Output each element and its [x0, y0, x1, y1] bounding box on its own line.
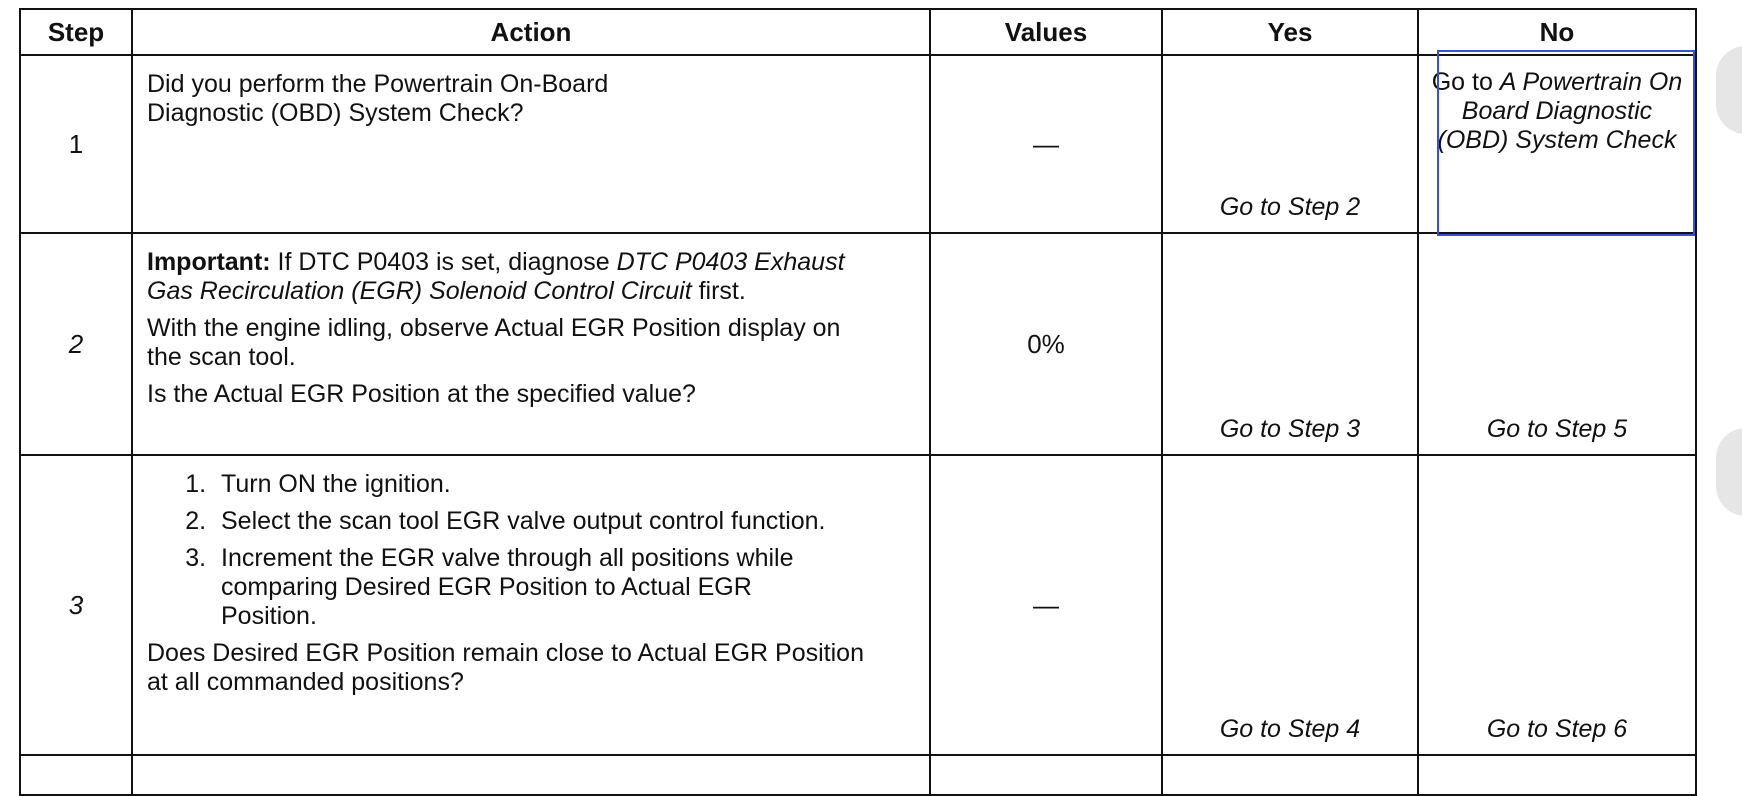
header-yes: Yes [1162, 9, 1418, 55]
header-no: No [1418, 9, 1696, 55]
values-cell: 0% [930, 233, 1162, 455]
side-scroll-button[interactable] [1716, 428, 1742, 516]
step-number: 2 [20, 233, 132, 455]
table-row-step-1 [20, 55, 1696, 233]
values-cell [930, 755, 1162, 795]
action-instruction: With the engine idling, observe Actual EGR Position display on the scan tool. [147, 314, 841, 371]
yes-link[interactable]: Go to Step 3 [1162, 233, 1418, 455]
header-action: Action [132, 9, 930, 55]
header-values: Values [930, 9, 1162, 55]
action-question: Did you perform the Powertrain On-Board Diagnostic (OBD) System Check? [147, 70, 609, 127]
action-cell [132, 55, 930, 233]
yes-link[interactable]: Go to Step 4 [1162, 455, 1418, 755]
values-cell: — [930, 455, 1162, 755]
yes-link[interactable]: Go to Step 2 [1162, 55, 1418, 233]
procedure-list [147, 470, 853, 631]
action-cell [132, 233, 930, 455]
yes-cell [1162, 755, 1418, 795]
step-number: 1 [20, 55, 132, 233]
no-link[interactable]: A Powertrain On Board Diagnostic (OBD) System Check [1437, 68, 1683, 154]
chevron-right-icon [1730, 68, 1742, 112]
action-cell [132, 755, 930, 795]
important-label: Important: [147, 248, 271, 276]
table-row-next [20, 755, 1696, 795]
list-item: 1. Turn ON the ignition. [213, 470, 853, 499]
step-number [20, 755, 132, 795]
no-prefix: Go to [1431, 68, 1500, 96]
step-number: 3 [20, 455, 132, 755]
no-cell[interactable] [1418, 55, 1696, 233]
important-pre: If DTC P0403 is set, diagnose [270, 248, 617, 276]
action-question: Is the Actual EGR Position at the specified value? [147, 380, 696, 408]
table-row-step-3 [20, 455, 1696, 755]
table-row-step-2 [20, 233, 1696, 455]
action-cell [132, 455, 930, 755]
list-item: 3. Increment the EGR valve through all positions while comparing Desired EGR Position to Actual EGR Position. [213, 544, 853, 631]
action-question: Does Desired EGR Position remain close to Actual EGR Position at all commanded positions? [147, 639, 864, 696]
diagnostic-table [19, 8, 1697, 796]
next-page-button[interactable] [1716, 46, 1742, 134]
list-item: 2. Select the scan tool EGR valve output control function. [213, 507, 853, 536]
header-row [20, 9, 1696, 55]
header-step: Step [20, 9, 132, 55]
important-reference-link[interactable]: DTC P0403 Exhaust Gas Recirculation (EGR) Solenoid Control Circuit [147, 248, 845, 305]
important-post: first. [691, 277, 746, 305]
important-note [147, 248, 867, 306]
values-cell: — [930, 55, 1162, 233]
no-link[interactable]: Go to Step 6 [1418, 455, 1696, 755]
no-link[interactable]: Go to Step 5 [1418, 233, 1696, 455]
no-cell [1418, 755, 1696, 795]
